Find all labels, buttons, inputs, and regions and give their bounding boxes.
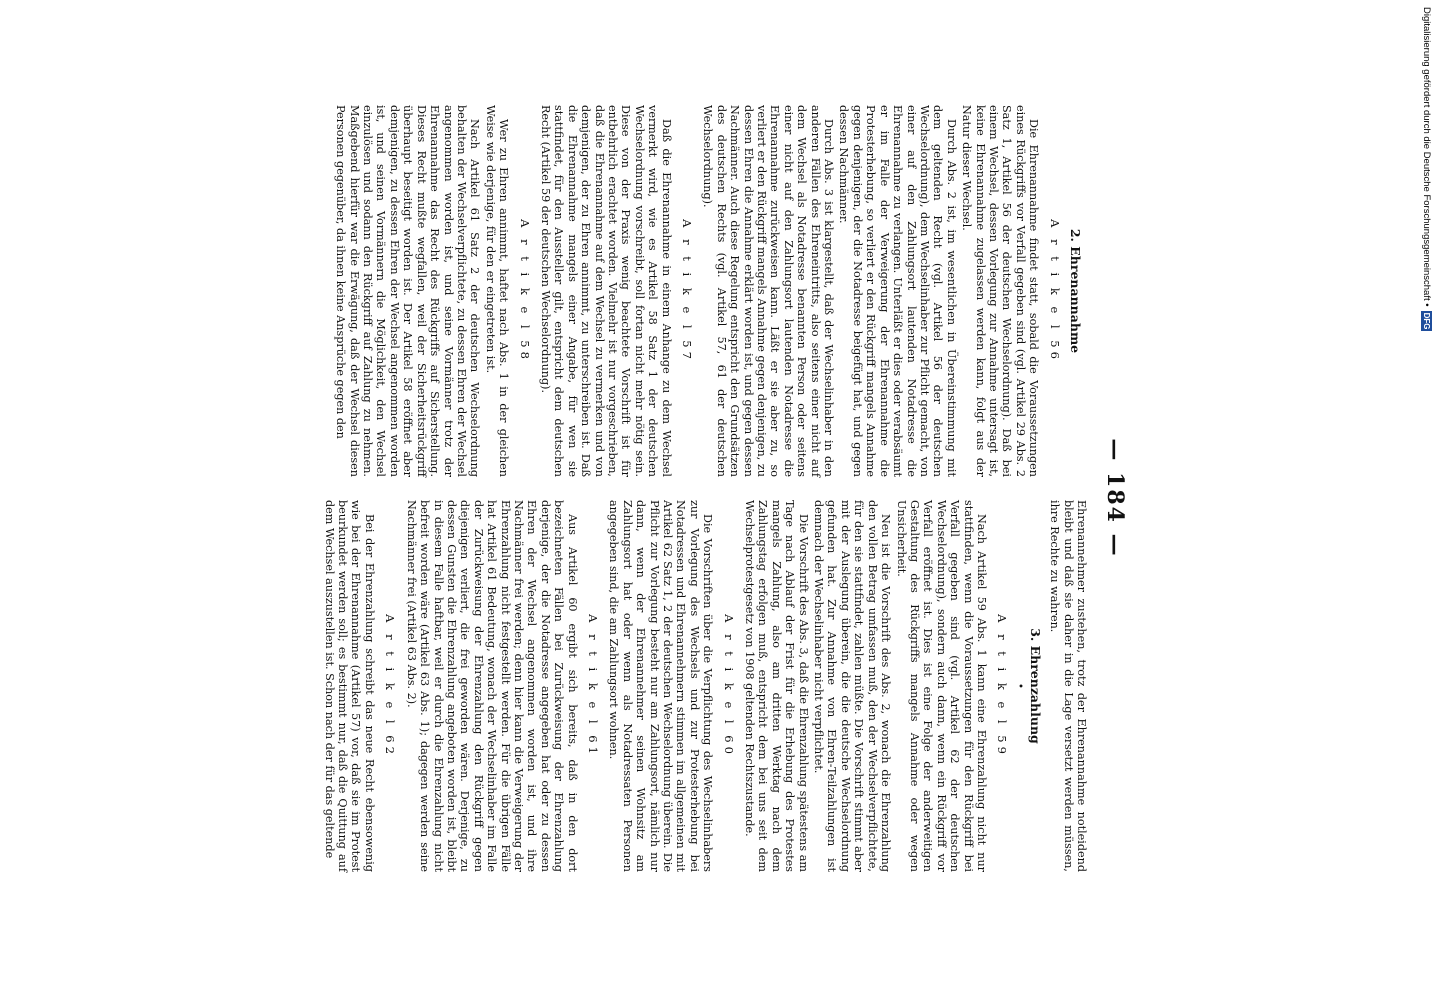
article-59-title: A r t i k e l 59 [995,614,1010,758]
left-column [332,105,1088,477]
dfg-logo: DFG [1422,312,1431,330]
paragraph: Ehrenannehmer zustehen, trotz der Ehrenannahme notleidend bleibt und daß sie daher in die Lage versetzt werden müssen, ihre Rechte zu wahren. [1048,500,1088,872]
page-number: — 184 — [1102,438,1128,558]
paragraph: Aus Artikel 60 ergibt sich bereits, daß in den dort bezeichneten Fällen bei Zurückweisung der Ehrenzahlung derjenige, der die Notadresse angegeben hat oder zu dessen Ehren der Wechsel angenommen worden ist, und ihre Nachmänner frei werden; denn hier kann die Verweigerung der Ehrenzahlung nicht festgestellt werden. Für die übrigen Fälle hat Artikel 61 Bedeutung, wonach der Wechselinhaber im Falle der Zurückweisung der Ehrenzahlung den Rückgriff gegen diejenigen verliert, die frei geworden wären. Derjenige, zu dessen Gunsten die Ehrenzahlung angeboten worden ist, bleibt in diesem Falle haftbar, weil er durch die Ehrenzahlung nicht befreit worden wäre (Artikel 63 Abs. 1); dagegen werden seine Nachmänner frei (Artikel 63 Abs. 2). [404,500,579,872]
paragraph: Bei der Ehrenzahlung schreibt das neue Recht ebensowenig wie bei der Ehrenannahme (Artikel 57) vor, daß sie im Protest beurkundet werden soll; es bestimmt nur, daß die Quittung auf dem Wechsel auszustellen ist. Schon nach der für das geltende [322,500,376,872]
credit-text: Digitalisierung gefördert durch die Deutsche Forschungsgemeinschaft • [1421,7,1432,307]
paragraph: Die Ehrenannahme findet statt, sobald die Voraussetzungen eines Rückgriffs vor Verfall gegeben sind (vgl. Artikel 29 Abs. 2 Satz 1, Artikel 56 der deutschen Wechselordnung). Daß bei einem Wechsel, dessen Vorlegung zur Annahme untersagt ist, keine Ehrenannahme zugelassen werden kann, folgt aus der Natur dieser Wechsel. [960,105,1041,477]
credit-line [1419,7,1433,707]
paragraph: Die Vorschrift des Abs. 3, daß die Ehrenzahlung spätestens am Tage nach Ablauf der Frist für die Erhebung des Protestes mangels Zahlung, also am dritten Werktag nach dem Zahlungstag erfolgen muß, entspricht dem bei uns seit dem Wechselprotestgesetz von 1908 geltenden Rechtszustande. [743,500,810,872]
bullet-mark: • [1014,683,1026,689]
section-title: 2. Ehrenannahme [1068,228,1083,354]
paragraph: Durch Abs. 2 ist, im wesentlichen in Übereinstimmung mit dem geltenden Recht (vgl. Artikel 56 der deutschen Wechselordnung), dem Wechselinhaber zur Pflicht gemacht, von einer auf den Zahlungsort lautenden Notadresse die Ehrenannahme zu verlangen. Unterläßt er dies oder verabsäumt er im Falle der Verweigerung der Ehrenannahme die Protesterhebung, so verliert er den Rückgriff mangels Annahme gegen denjenigen, der die Notadresse beigefügt hat, und gegen dessen Nachmänner. [837,105,958,477]
paragraph: Die Vorschriften über die Verpflichtung des Wechselinhabers zur Vorlegung des Wechsels und zur Protesterhebung bei Notadressen und Ehrenannehmern stimmen im allgemeinen mit Artikel 62 Satz 1, 2 der deutschen Wechselordnung überein. Die Pflicht zur Vorlegung besteht nur am Zahlungsort, nämlich nur dann, wenn der Ehrenannehmer seinen Wohnsitz am Zahlungsort hat oder wenn als Notadressaten Personen angegeben sind, die am Zahlungsort wohnen. [607,500,715,872]
paragraph: Wer zu Ehren annimmt, haftet nach Abs. 1 in der gleichen Weise wie derjenige, für den er eingetreten ist. [483,105,511,477]
article-58-title: A r t i k e l 58 [517,219,532,363]
article-56-title: A r t i k e l 56 [1047,219,1062,363]
article-61-title: A r t i k e l 61 [586,614,600,758]
section-title: 3. Ehrenzahlung [1027,628,1043,744]
paragraph: Neu ist die Vorschrift des Abs. 2, wonach die Ehrenzahlung den vollen Betrag umfassen muß, den der Wechselverpflichtete, für den sie stattfindet, zahlen müßte. Die Vorschrift stimmt aber mit der Auslegung überein, die die deutsche Wechselordnung gefunden hat. Zur Annahme von Ehren-Teilzahlungen ist demnach der Wechselinhaber nicht verpflichtet. [812,500,893,872]
rotated-page-content [128,88,1128,908]
right-column [320,500,1088,872]
paragraph: Nach Artikel 59 Abs. 1 kann eine Ehrenzahlung nicht nur stattfinden, wenn die Voraussetzungen für den Rückgriff bei Verfall gegeben sind (vgl. Artikel 62 der deutschen Wechselordnung), sondern auch dann, wenn ein Rückgriff vor Verfall eröffnet ist. Dies ist eine Folge der anderweitigen Gestaltung des Rückgriffs mangels Annahme oder wegen Unsicherheit. [894,500,988,872]
paragraph: Durch Abs. 3 ist klargestellt, daß der Wechselinhaber in den anderen Fällen des Ehreneintritts, also seitens einer nicht auf dem Wechsel als Notadresse benannten Person oder seitens einer nicht auf den Zahlungsort lautenden Notadresse die Ehrenannahme zurückweisen kann. Läßt er sie aber zu, so verliert er den Rückgriff mangels Annahme gegen denjenigen, zu dessen Ehren die Annahme erklärt worden ist, und gegen dessen Nachmänner. Auch diese Regelung entspricht den Grundsätzen des deutschen Rechts (vgl. Artikel 57, 61 der deutschen Wechselordnung). [701,105,836,477]
article-60-title: A r t i k e l 60 [721,614,736,758]
article-57-title: A r t i k e l 57 [680,219,695,363]
digitization-credit [1419,7,1433,707]
paragraph: Nach Artikel 61 Satz 2 der deutschen Wechselordnung behalten der Wechselverpflichtete, zu dessen Ehren der Wechsel angenommen worden ist, und seine Vormänner trotz der Ehrenannahme das Recht des Rückgriffs auf Sicherstellung. Dieses Recht mußte wegfallen, weil der Sicherheitsrückgriff überhaupt beseitigt worden ist. Der Artikel 58 eröffnet aber demjenigen, zu dessen Ehren der Wechsel angenommen worden ist, und seinen Vormännern die Möglichkeit, den Wechsel einzulösen und sodann den Rückgriff auf Zahlung zu nehmen. Maßgebend hierfür war die Erwägung, daß der Wechsel diesen Personen gegenüber, da ihnen keine Ansprüche gegen den [334,105,482,477]
article-62-title: A r t i k e l 62 [383,614,398,758]
paragraph: Daß die Ehrenannahme in einem Anhange zu dem Wechsel vermerkt wird, wie es Artikel 58 Satz 1 der deutschen Wechselordnung vorschreibt, soll fortan nicht mehr nötig sein. Diese von der Praxis wenig beachtete Vorschrift ist für entbehrlich erachtet worden. Vielmehr ist nur vorgeschrieben, daß die Ehrenannahme auf dem Wechsel zu vermerken und von demjenigen, der zu Ehren annimmt, zu unterschreiben ist. Daß die Ehrenannahme mangels einer Angabe, für wen sie stattfindet, für den Aussteller gilt, entspricht dem deutschen Recht (Artikel 59 der deutschen Wechselordnung). [538,105,673,477]
